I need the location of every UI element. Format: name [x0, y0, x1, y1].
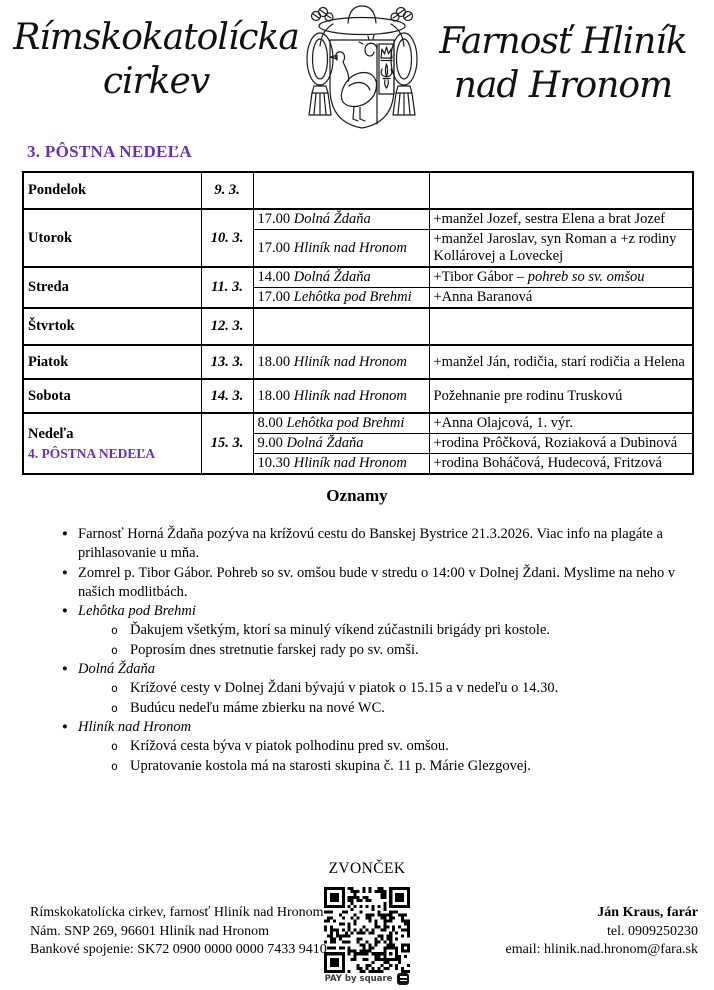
- time-place-cell: [253, 172, 429, 209]
- sub-bullet-icon: o: [111, 681, 118, 696]
- announcements-section: [0, 486, 714, 776]
- sub-list-item: [109, 621, 678, 640]
- address-line: Bankové spojenie: SK72 0900 0000 0000 7433 9410: [30, 942, 327, 957]
- time-place-cell: 9.00 Dolná Ždaňa: [253, 434, 429, 454]
- time-place-cell: 18.00 Hliník nad Hronom: [253, 379, 429, 413]
- place-name: Dolná Ždaňa: [293, 269, 371, 285]
- sub-list-item: [109, 757, 678, 776]
- list-item: [61, 718, 678, 776]
- intention-cell: +rodina Boháčová, Hudecová, Fritzová: [429, 454, 693, 475]
- sub-list-item-text: Krížové cesty v Dolnej Ždani bývajú v piatok o 15.15 a v nedeľu o 14.30.: [130, 680, 559, 697]
- parish-name-line2: nad Hronom: [453, 65, 673, 106]
- table-row: [23, 267, 693, 288]
- qr-code: [324, 887, 410, 973]
- announcements-title: Oznamy: [326, 486, 388, 505]
- bullet-icon: ●: [62, 664, 68, 675]
- date-cell: 14. 3.: [201, 379, 253, 413]
- bullet-icon: ●: [62, 567, 68, 578]
- sub-list-item: [109, 679, 678, 698]
- day-name: Streda: [28, 279, 69, 295]
- time-place-cell: 8.00 Lehôtka pod Brehmi: [253, 413, 429, 434]
- intention-cell: [429, 308, 693, 345]
- pay-by-square-icon: [397, 973, 409, 985]
- sub-list-item-text: Budúcu nedeľu máme zbierku na nové WC.: [130, 699, 385, 716]
- intention-cell: [429, 172, 693, 209]
- list-item: [61, 660, 678, 718]
- list-item-text: Farnosť Horná Ždaňa pozýva na krížovú cestu do Banskej Bystrice 21.3.2026. Viac info na plagáte a prihlasovanie u mňa.: [78, 526, 663, 562]
- day-cell: [23, 209, 201, 267]
- sub-list-item-text: Krížová cesta býva v piatok polhodinu pred sv. omšou.: [130, 738, 449, 755]
- list-item: [61, 564, 678, 603]
- place-name: Hliník nad Hronom: [293, 353, 407, 370]
- place-name: Hliník nad Hronom: [293, 387, 407, 404]
- bullet-icon: ●: [62, 606, 68, 617]
- contact-line: email: hlinik.nad.hronom@fara.sk: [505, 942, 698, 957]
- sub-list-item-text: Poprosím dnes stretnutie farskej rady po sv. omši.: [130, 641, 419, 658]
- day-cell: [23, 172, 201, 209]
- time-place-cell: 17.00 Dolná Ždaňa: [253, 209, 429, 230]
- time-place-cell: 17.00 Hliník nad Hronom: [253, 230, 429, 268]
- time-place-cell: 18.00 Hliník nad Hronom: [253, 345, 429, 379]
- intention-cell: +Anna Baranová: [429, 288, 693, 309]
- pay-by-square-label: PAY by square: [324, 974, 393, 984]
- bullet-icon: ●: [62, 529, 68, 539]
- bullet-icon: ●: [62, 721, 68, 732]
- list-item-text: Zomrel p. Tibor Gábor. Pohreb so sv. omšou bude v stredu o 14:00 v Dolnej Ždani. Myslime na neho v našich modlitbách.: [78, 564, 676, 600]
- church-name-line2: cirkev: [102, 61, 210, 102]
- church-name-line1: Rímskokatolícka: [13, 17, 299, 58]
- zvoncek-label: ZVONČEK: [328, 860, 406, 877]
- table-row: [23, 379, 693, 413]
- place-name: Lehôtka pod Brehmi: [286, 415, 405, 431]
- table-row: [23, 172, 693, 209]
- date-cell: 15. 3.: [201, 413, 253, 474]
- list-item-text: Dolná Ždaňa: [78, 661, 155, 678]
- sub-list-item: [109, 641, 678, 660]
- address-line: Nám. SNP 269, 96601 Hliník nad Hronom: [30, 923, 270, 939]
- table-row: [23, 308, 693, 345]
- parish-name-right: [420, 20, 706, 108]
- page-title: 3. PÔSTNA NEDEĽA: [27, 142, 192, 161]
- contact-line: Ján Kraus, farár: [597, 905, 698, 920]
- address-line: Rímskokatolícka cirkev, farnosť Hliník nad Hronom: [30, 905, 324, 920]
- place-name: Dolná Ždaňa: [293, 211, 371, 227]
- sub-list-item-text: Ďakujem všetkým, ktorí sa minulý víkend zúčastnili brigády pri kostole.: [130, 622, 551, 639]
- time-place-cell: [253, 308, 429, 345]
- sub-bullet-icon: o: [111, 642, 118, 657]
- sub-list-item: [109, 737, 678, 756]
- day-name: Nedeľa: [28, 425, 74, 442]
- day-name: Štvrtok: [28, 318, 75, 334]
- date-cell: 12. 3.: [201, 308, 253, 345]
- sub-bullet-icon: o: [111, 739, 118, 754]
- contact-line: tel. 0909250230: [607, 923, 698, 939]
- date-cell: 13. 3.: [201, 345, 253, 379]
- intention-cell: +Tibor Gábor – pohreb so sv. omšou: [429, 267, 693, 288]
- sub-list: [109, 679, 678, 718]
- day-subtitle: 4. PÔSTNA NEDEĽA: [28, 445, 156, 461]
- parish-address-block: [30, 904, 327, 960]
- table-row: [23, 209, 693, 230]
- intention-cell: +manžel Ján, rodičia, starí rodičia a Helena: [429, 345, 693, 379]
- sub-list: [109, 737, 678, 776]
- date-cell: 11. 3.: [201, 267, 253, 308]
- church-name-left: [6, 16, 306, 104]
- parish-name-line1: Farnosť Hliník: [439, 21, 687, 62]
- place-name: Hliník nad Hronom: [293, 239, 407, 256]
- place-name: Dolná Ždaňa: [286, 435, 364, 451]
- sub-bullet-icon: o: [111, 758, 118, 773]
- sub-list: [109, 621, 678, 660]
- list-item: [61, 525, 678, 564]
- intention-cell: +manžel Jaroslav, syn Roman a +z rodiny Kollárovej a Loveckej: [429, 230, 693, 268]
- day-cell: [23, 413, 201, 474]
- sub-bullet-icon: o: [111, 623, 118, 638]
- sub-bullet-icon: o: [111, 700, 118, 715]
- intention-cell: Požehnanie pre rodinu Truskovú: [429, 379, 693, 413]
- day-name: Sobota: [28, 387, 71, 404]
- priest-contact-block: [505, 904, 698, 960]
- church-crest-icon: [299, 2, 425, 135]
- day-cell: [23, 379, 201, 413]
- table-row: [23, 345, 693, 379]
- sub-list-item-text: Upratovanie kostola má na starosti skupina č. 11 p. Márie Glezgovej.: [130, 757, 531, 774]
- day-cell: [23, 267, 201, 308]
- day-cell: [23, 308, 201, 345]
- day-name: Pondelok: [28, 182, 87, 198]
- day-cell: [23, 345, 201, 379]
- announcements-list: [61, 525, 678, 776]
- day-name: Utorok: [28, 229, 73, 246]
- list-item: [61, 602, 678, 660]
- date-cell: 10. 3.: [201, 209, 253, 267]
- time-place-cell: 10.30 Hliník nad Hronom: [253, 454, 429, 475]
- day-name: Piatok: [28, 353, 69, 370]
- schedule-table: [22, 171, 694, 475]
- place-name: Hliník nad Hronom: [293, 455, 407, 471]
- list-item-text: Hliník nad Hronom: [78, 718, 192, 735]
- table-row: [23, 413, 693, 434]
- intention-cell: +manžel Jozef, sestra Elena a brat Jozef: [429, 209, 693, 230]
- intention-cell: +Anna Olajcová, 1. výr.: [429, 413, 693, 434]
- place-name: Lehôtka pod Brehmi: [293, 289, 412, 305]
- date-cell: 9. 3.: [201, 172, 253, 209]
- pay-by-square-caption: [297, 973, 437, 985]
- list-item-text: Lehôtka pod Brehmi: [78, 603, 196, 620]
- time-place-cell: 14.00 Dolná Ždaňa: [253, 267, 429, 288]
- intention-cell: +rodina Prôčková, Roziaková a Dubinová: [429, 434, 693, 454]
- sub-list-item: [109, 699, 678, 718]
- time-place-cell: 17.00 Lehôtka pod Brehmi: [253, 288, 429, 309]
